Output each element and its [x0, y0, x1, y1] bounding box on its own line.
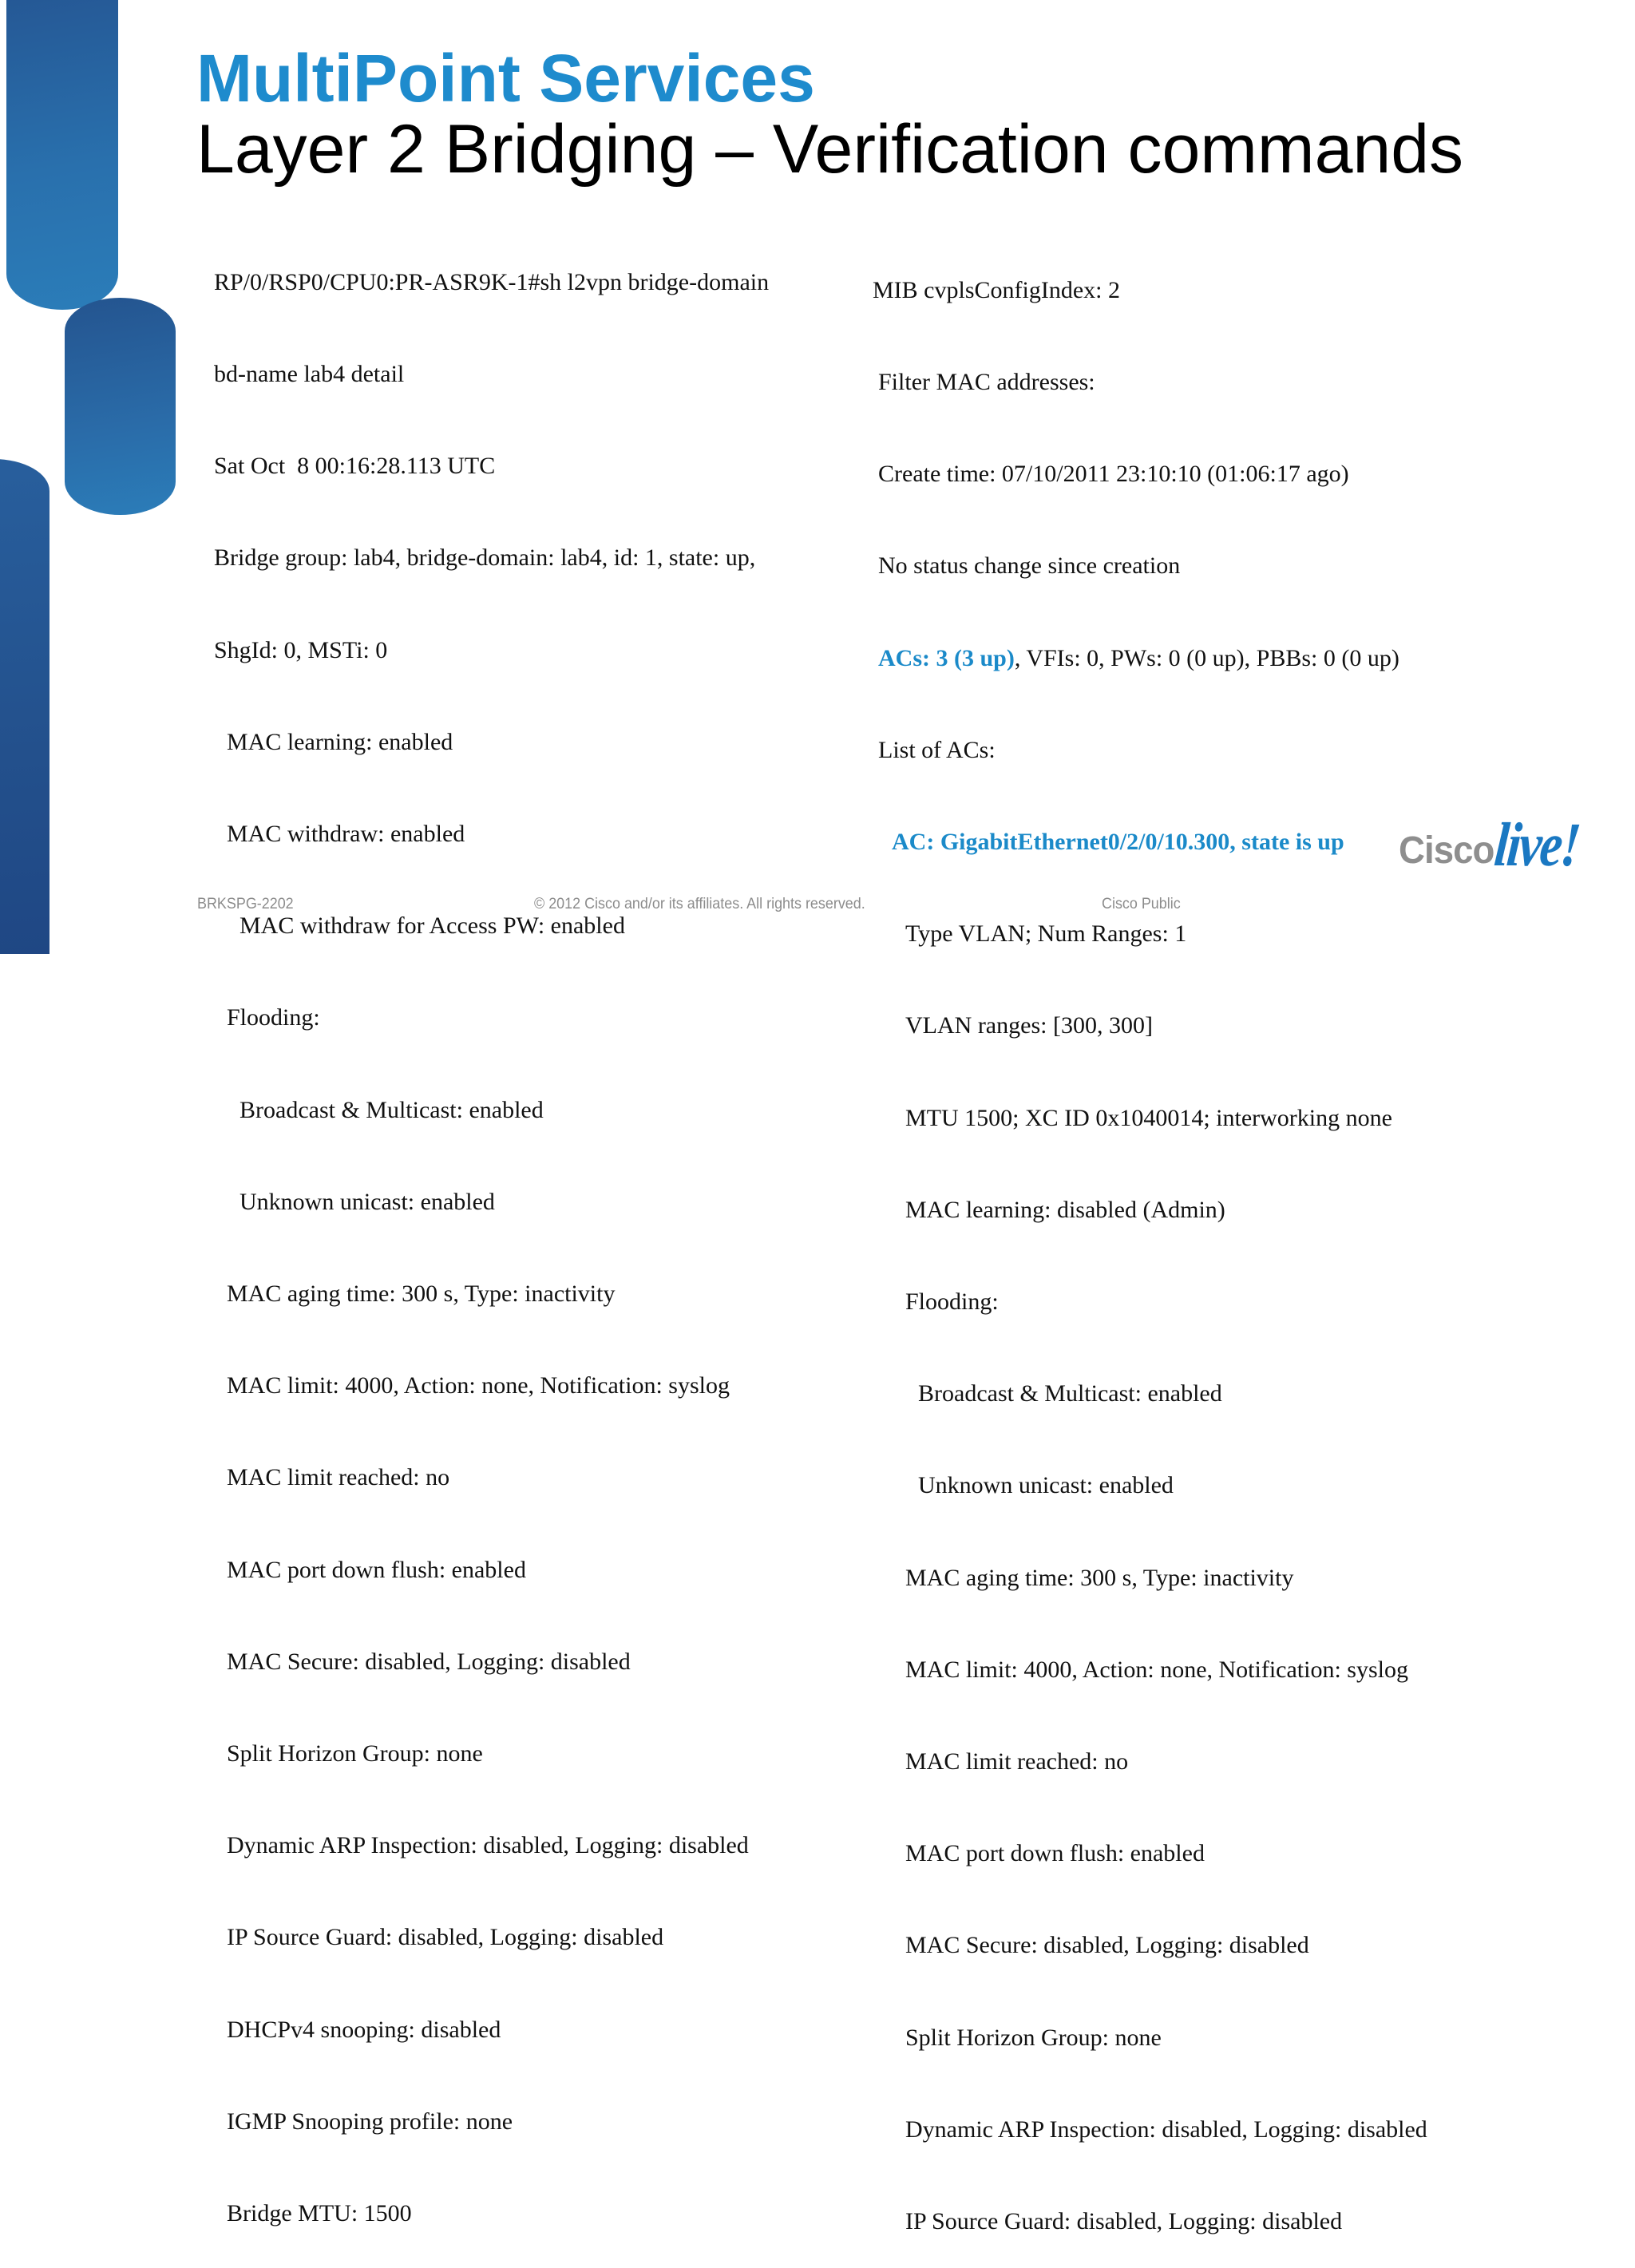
cli-line: IGMP Snooping profile: none	[227, 2108, 513, 2135]
slide-subtitle: Layer 2 Bridging – Verification commands	[196, 111, 1464, 188]
decorative-bar-middle	[65, 298, 176, 515]
ac-count-highlight: ACs: 3 (3 up)	[878, 644, 1015, 671]
cli-output-right-column	[873, 214, 1427, 2268]
cli-line: MAC port down flush: enabled	[905, 1840, 1205, 1867]
cli-line: Unknown unicast: enabled	[240, 1188, 495, 1215]
cli-line: Bridge MTU: 1500	[227, 2200, 412, 2227]
cli-line: RP/0/RSP0/CPU0:PR-ASR9K-1#sh l2vpn bridge-domain	[214, 268, 770, 295]
cli-line: MAC Secure: disabled, Logging: disabled	[905, 1932, 1309, 1959]
footer-copyright: © 2012 Cisco and/or its affiliates. All rights reserved.	[534, 895, 865, 912]
cli-line: Flooding:	[905, 1288, 999, 1316]
cli-line: MIB cvplsConfigIndex: 2	[873, 276, 1120, 303]
cli-line: Create time: 07/10/2011 23:10:10 (01:06:17 ago)	[878, 461, 1349, 488]
cli-line: ShgId: 0, MSTi: 0	[214, 636, 388, 663]
cli-line: MAC learning: enabled	[227, 728, 453, 755]
cli-line: Broadcast & Multicast: enabled	[240, 1096, 544, 1123]
cli-line: List of ACs:	[878, 736, 996, 763]
cli-line: IP Source Guard: disabled, Logging: disabled	[905, 2208, 1343, 2235]
cli-line: Unknown unicast: enabled	[918, 1472, 1174, 1499]
cli-line: MAC limit reached: no	[227, 1464, 450, 1491]
cli-line: MAC aging time: 300 s, Type: inactivity	[905, 1564, 1294, 1591]
cli-line: MTU 1500; XC ID 0x1040014; interworking none	[905, 1104, 1392, 1131]
cisco-live-logo	[1399, 809, 1614, 879]
slide-title: MultiPoint Services	[196, 41, 815, 116]
logo-live-wordmark: live!	[1491, 809, 1582, 879]
cli-line: MAC withdraw: enabled	[227, 821, 465, 848]
cli-line-ac-summary	[873, 643, 1427, 674]
cli-line: DHCPv4 snooping: disabled	[227, 2016, 501, 2043]
cli-line: Split Horizon Group: none	[227, 1740, 483, 1767]
cli-line: VLAN ranges: [300, 300]	[905, 1012, 1153, 1039]
cli-line: MAC port down flush: enabled	[227, 1556, 526, 1583]
cli-line: MAC limit: 4000, Action: none, Notification: syslog	[227, 1372, 730, 1399]
cli-line: Sat Oct 8 00:16:28.113 UTC	[214, 453, 496, 480]
cli-line: MAC Secure: disabled, Logging: disabled	[227, 1648, 631, 1675]
cli-line: Broadcast & Multicast: enabled	[918, 1380, 1222, 1407]
footer-session-id: BRKSPG-2202	[197, 895, 294, 912]
decorative-bar-top	[6, 0, 118, 310]
cli-line: MAC limit reached: no	[905, 1748, 1129, 1775]
cli-line: Dynamic ARP Inspection: disabled, Logging: disabled	[227, 1832, 749, 1859]
cli-line: bd-name lab4 detail	[214, 361, 405, 388]
logo-cisco-wordmark: Cisco	[1399, 829, 1494, 872]
cli-line-ac-interface	[873, 827, 1427, 857]
cli-line: Dynamic ARP Inspection: disabled, Logging: disabled	[905, 2116, 1427, 2143]
cli-line: Bridge group: lab4, bridge-domain: lab4, id: 1, state: up,	[214, 544, 756, 572]
cli-line-rest: , VFIs: 0, PWs: 0 (0 up), PBBs: 0 (0 up)	[1014, 644, 1399, 671]
cli-output-left-column	[214, 206, 769, 2260]
ac-interface-highlight: AC: GigabitEthernet0/2/0/10.300, state is up	[892, 829, 1344, 856]
cli-line: MAC withdraw for Access PW: enabled	[240, 912, 625, 940]
decorative-bar-bottom	[0, 459, 49, 954]
cli-line: IP Source Guard: disabled, Logging: disabled	[227, 1924, 664, 1951]
cli-line: MAC aging time: 300 s, Type: inactivity	[227, 1280, 616, 1308]
cli-line: Filter MAC addresses:	[878, 369, 1095, 396]
footer-classification: Cisco Public	[1102, 895, 1181, 912]
cli-line: MAC limit: 4000, Action: none, Notification: syslog	[905, 1656, 1408, 1683]
cli-line: No status change since creation	[878, 552, 1181, 580]
cli-line: Split Horizon Group: none	[905, 2024, 1162, 2051]
cli-line: MAC learning: disabled (Admin)	[905, 1196, 1225, 1223]
cli-line: Flooding:	[227, 1004, 320, 1031]
cli-line: Type VLAN; Num Ranges: 1	[905, 920, 1187, 948]
